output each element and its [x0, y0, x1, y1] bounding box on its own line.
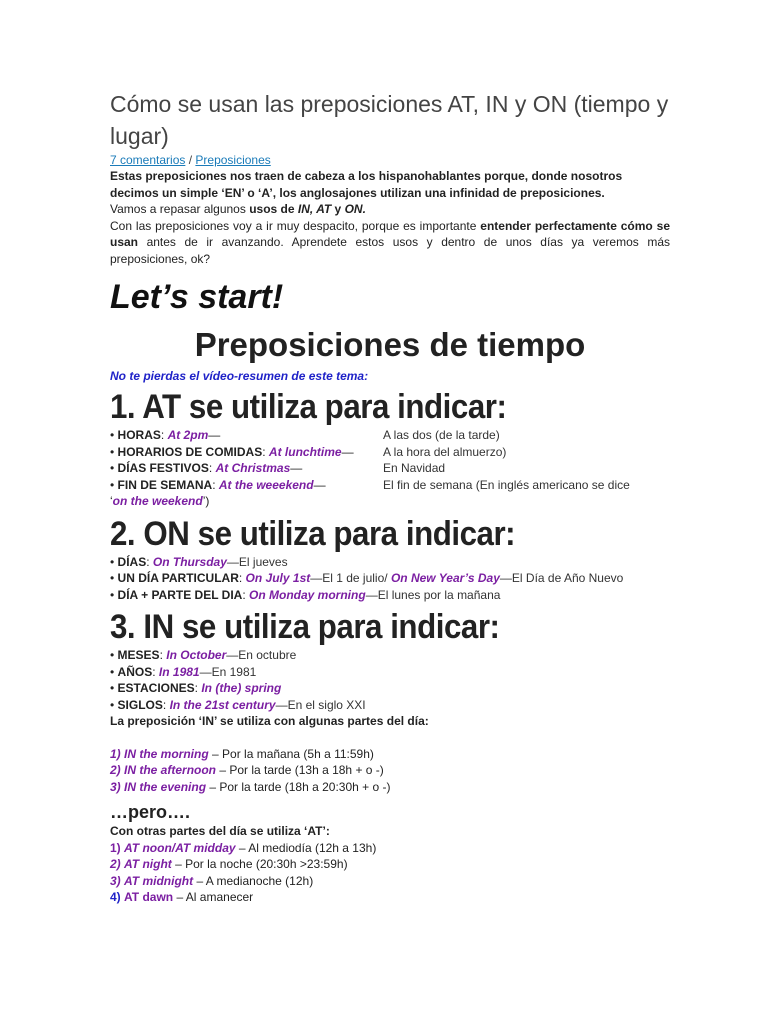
item-translation: —El 1 de julio/ — [310, 571, 391, 585]
item-label: MESES — [117, 648, 160, 662]
lets-start-heading: Let’s start! — [110, 278, 284, 316]
item-translation: —El Día de Año Nuevo — [499, 571, 624, 585]
item-example: AT noon/AT midday — [124, 840, 236, 855]
intro2-y: y — [331, 202, 345, 216]
list-item: 1) AT noon/AT midday – Al mediodía (12h a 13h) — [110, 840, 377, 855]
intro3-rest: antes de ir avanzando. Aprendete estos usos y dentro de unos días ya veremos más preposiciones, ok? — [110, 235, 670, 266]
at-heading: 1. AT se utiliza para indicar: — [110, 388, 507, 426]
item-translation: – Por la noche (20:30h >23:59h) — [171, 857, 348, 871]
item-translation: – Al mediodía (12h a 13h) — [235, 840, 377, 855]
intro2-in-at: IN, AT — [297, 202, 332, 216]
pero-parts-list — [110, 840, 670, 906]
list-item: • SIGLOS: In the 21st century—En el siglo XXI — [110, 697, 366, 712]
item-example: AT night — [124, 857, 172, 871]
list-item: • HORAS: At 2pm— A las dos (de la tarde) — [110, 428, 500, 442]
article — [110, 88, 670, 906]
item-translation: —En octubre — [226, 648, 297, 662]
article-meta — [110, 152, 670, 168]
item-example: At the weeekend — [218, 477, 314, 492]
item-label: SIGLOS — [117, 697, 163, 712]
item-translation: A la hora del almuerzo) — [383, 444, 507, 459]
item-translation: —En 1981 — [199, 664, 257, 679]
intro3-text: Con las preposiciones voy a ir muy despacito, porque es importante — [110, 218, 481, 233]
list-item: • DÍAS: On Thursday—El jueves — [110, 554, 288, 569]
item-example: On New Year’s Day — [390, 571, 500, 585]
at-list — [110, 427, 670, 510]
list-item: • UN DÍA PARTICULAR: On July 1st—El 1 de julio/ On New Year’s Day—El Día de Año Nuevo — [110, 571, 624, 585]
item-example: At Christmas — [215, 461, 291, 475]
item-translation: – Por la tarde (18h a 20:30h + o -) — [206, 779, 391, 794]
intro-line-2 — [110, 201, 670, 218]
category-link[interactable]: Preposiciones — [195, 153, 271, 167]
in-list — [110, 647, 670, 713]
item-example: IN the afternoon — [124, 763, 217, 777]
item-example: In the 21st century — [169, 697, 276, 712]
item-label: ESTACIONES — [117, 681, 195, 695]
item-label: FIN DE SEMANA — [117, 477, 213, 492]
in-heading: 3. IN se utiliza para indicar: — [110, 608, 500, 646]
on-list — [110, 554, 670, 604]
item-label: DÍAS — [117, 554, 147, 569]
item-example: At lunchtime — [268, 444, 342, 459]
pero-heading: …pero…. — [110, 802, 191, 822]
item-translation: – Al amanecer — [173, 890, 254, 904]
list-item: • ESTACIONES: In (the) spring — [110, 681, 282, 695]
item-translation: —En el siglo XXI — [275, 697, 366, 712]
item-example: At 2pm — [167, 428, 209, 442]
item-example: On Thursday — [152, 554, 227, 569]
intro2-text: Vamos a repasar algunos — [110, 202, 250, 216]
list-item: • FIN DE SEMANA: At the weeekend— El fin de semana (En inglés americano se dice — [110, 477, 630, 492]
item-translation: – Por la mañana (5h a 11:59h) — [208, 746, 374, 761]
item-label: HORAS — [117, 428, 161, 442]
in-note: La preposición ‘IN’ se utiliza con algunas partes del día: — [110, 714, 429, 728]
on-heading: 2. ON se utiliza para indicar: — [110, 514, 516, 553]
intro3-bold: entender perfectamente cómo se usan — [110, 218, 671, 249]
list-item: • HORARIOS DE COMIDAS: At lunchtime— A la hora del almuerzo) — [110, 444, 507, 459]
list-item: 3) AT midnight – A medianoche (12h) — [110, 873, 314, 888]
intro-paragraph: Estas preposiciones nos traen de cabeza a los hispanohablantes porque, donde nosotros decimos un simple ‘EN’ o ‘A’, los anglosajones utilizan una infinidad de preposiciones. — [110, 169, 623, 200]
item-example: In October — [166, 648, 227, 662]
item-example: On July 1st — [245, 571, 311, 585]
pero-note: Con otras partes del día se utiliza ‘AT’: — [110, 824, 330, 838]
list-item: • AÑOS: In 1981—En 1981 — [110, 664, 257, 679]
item-example: IN the evening — [124, 779, 207, 794]
item-translation: En Navidad — [383, 461, 446, 475]
intro2-bold: usos de — [249, 202, 298, 216]
list-item: 4) AT dawn – Al amanecer — [110, 890, 254, 904]
intro2-on: ON. — [344, 202, 366, 216]
in-parts-list — [110, 746, 670, 796]
list-item: • MESES: In October—En octubre — [110, 648, 297, 662]
item-example: IN the morning — [124, 746, 209, 761]
item-example: AT dawn — [124, 890, 174, 904]
item-translation: – Por la tarde (13h a 18h + o -) — [216, 763, 384, 777]
item-label: AÑOS — [117, 664, 153, 679]
item-example: on the weekend — [112, 494, 203, 508]
item-translation: —El lunes por la mañana — [365, 587, 501, 602]
item-translation: —El jueves — [226, 554, 288, 569]
video-note: No te pierdas el vídeo-resumen de este tema: — [110, 369, 369, 383]
list-item-continuation: ‘on the weekend’) — [110, 494, 210, 508]
item-example: AT midnight — [124, 873, 194, 888]
item-label: DÍA + PARTE DEL DIA — [117, 587, 243, 602]
item-example: On Monday morning — [249, 587, 366, 602]
item-label: DÍAS FESTIVOS — [117, 461, 209, 475]
intro-line-3 — [110, 218, 670, 268]
item-label: UN DÍA PARTICULAR — [117, 571, 239, 585]
item-translation: El fin de semana (En inglés americano se dice — [383, 477, 630, 492]
list-item: • DÍAS FESTIVOS: At Christmas— En Navidad — [110, 461, 446, 475]
list-item: 2) AT night – Por la noche (20:30h >23:59h) — [110, 857, 348, 871]
meta-separator: / — [185, 153, 196, 167]
section-heading-tiempo: Preposiciones de tiempo — [194, 326, 586, 363]
list-item: • DÍA + PARTE DEL DIA: On Monday morning—El lunes por la mañana — [110, 587, 501, 602]
list-item: 1) IN the morning – Por la mañana (5h a 11:59h) — [110, 746, 374, 761]
list-item: 2) IN the afternoon – Por la tarde (13h a 18h + o -) — [110, 763, 384, 777]
item-example: In 1981 — [158, 664, 200, 679]
article-title: Cómo se usan las preposiciones AT, IN y ON (tiempo y lugar) — [110, 91, 669, 149]
list-item: 3) IN the evening – Por la tarde (18h a 20:30h + o -) — [110, 779, 391, 794]
comments-link[interactable]: 7 comentarios — [110, 153, 186, 167]
item-example: In (the) spring — [201, 681, 282, 695]
item-translation: A las dos (de la tarde) — [383, 428, 500, 442]
item-translation: – A medianoche (12h) — [193, 873, 314, 888]
item-label: HORARIOS DE COMIDAS — [117, 444, 263, 459]
